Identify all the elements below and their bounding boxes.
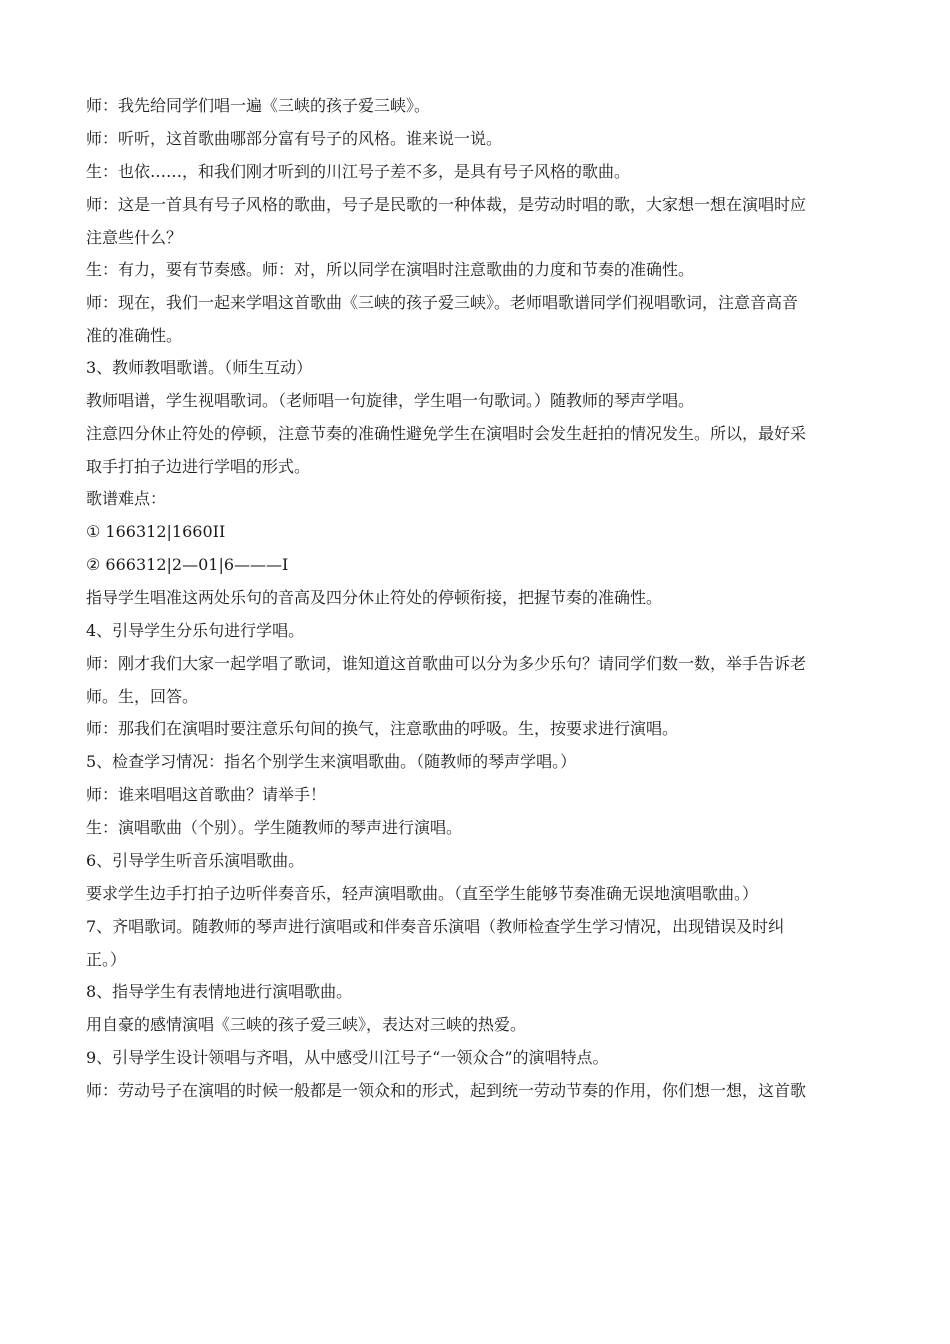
- text-paragraph: [86, 286, 856, 352]
- text-line: 生：也依……，和我们刚才听到的川江号子差不多，是具有号子风格的歌曲。: [86, 162, 631, 181]
- text-line: 师：那我们在演唱时要注意乐句间的换气，注意歌曲的呼吸。生，按要求进行演唱。: [86, 719, 679, 738]
- text-line: 师：我先给同学们唱一遍《三峡的孩子爱三峡》。: [86, 96, 431, 115]
- text-line: 教师唱谱，学生视唱歌词。（老师唱一句旋律，学生唱一句歌词。）随教师的琴声学唱。: [86, 391, 695, 410]
- section-heading: 3、教师教唱歌谱。（师生互动）: [86, 358, 313, 377]
- document-page: [86, 96, 856, 1114]
- text-line: 生：演唱歌曲（个别）。学生随教师的琴声进行演唱。: [86, 818, 463, 837]
- text-line: 师：劳动号子在演唱的时候一般都是一领众和的形式，起到统一劳动节奏的作用，你们想一想，这首歌: [86, 1081, 807, 1100]
- notation-line: ② 666312|2—01|6———I: [86, 555, 289, 574]
- section-heading: 5、检查学习情况：指名个别学生来演唱歌曲。（随教师的琴声学唱。）: [86, 752, 577, 771]
- paragraph-row: 准的准确性。: [86, 326, 183, 345]
- paragraph-row: 正。）: [86, 950, 127, 969]
- text-line: 师：听听，这首歌曲哪部分富有号子的风格。谁来说一说。: [86, 129, 503, 148]
- text-paragraph: [86, 910, 856, 976]
- paragraph-row: 师：刚才我们大家一起学唱了歌词，谁知道这首歌曲可以分为多少乐句？请同学们数一数，举手告诉老: [86, 654, 807, 673]
- section-heading: 9、引导学生设计领唱与齐唱，从中感受川江号子“一领众合”的演唱特点。: [86, 1048, 609, 1067]
- text-line: 用自豪的感情演唱《三峡的孩子爱三峡》，表达对三峡的热爱。: [86, 1015, 527, 1034]
- paragraph-row: 7、齐唱歌词。随教师的琴声进行演唱或和伴奏音乐演唱（教师检查学生学习情况，出现错误及时纠: [86, 917, 785, 936]
- section-heading: 6、引导学生听音乐演唱歌曲。: [86, 851, 305, 870]
- text-line: 要求学生边手打拍子边听伴奏音乐，轻声演唱歌曲。（直至学生能够节奏准确无误地演唱歌曲。）: [86, 884, 759, 903]
- text-line: 生：有力，要有节奏感。师：对，所以同学在演唱时注意歌曲的力度和节奏的准确性。: [86, 260, 695, 279]
- notation-line: ① 166312|1660II: [86, 522, 226, 541]
- text-paragraph: [86, 188, 856, 254]
- text-line: 师：谁来唱唱这首歌曲？请举手！: [86, 785, 327, 804]
- paragraph-row: 师：这是一首具有号子风格的歌曲，号子是民歌的一种体裁，是劳动时唱的歌，大家想一想在演唱时应: [86, 195, 807, 214]
- text-paragraph: [86, 647, 856, 713]
- paragraph-row: 注意四分休止符处的停顿，注意节奏的准确性避免学生在演唱时会发生赶拍的情况发生。所以，最好采: [86, 424, 807, 443]
- section-heading: 4、引导学生分乐句进行学唱。: [86, 621, 305, 640]
- paragraph-row: 取手打拍子边进行学唱的形式。: [86, 457, 311, 476]
- text-line: 指导学生唱准这两处乐句的音高及四分休止符处的停顿衔接，把握节奏的准确性。: [86, 588, 663, 607]
- section-heading: 8、指导学生有表情地进行演唱歌曲。: [86, 982, 353, 1001]
- paragraph-row: 师：现在，我们一起来学唱这首歌曲《三峡的孩子爱三峡》。老师唱歌谱同学们视唱歌词，注意音高音: [86, 293, 799, 312]
- paragraph-row: 师。生，回答。: [86, 687, 199, 706]
- text-paragraph: [86, 417, 856, 483]
- text-line: 歌谱难点：: [86, 489, 167, 508]
- paragraph-row: 注意些什么？: [86, 228, 183, 247]
